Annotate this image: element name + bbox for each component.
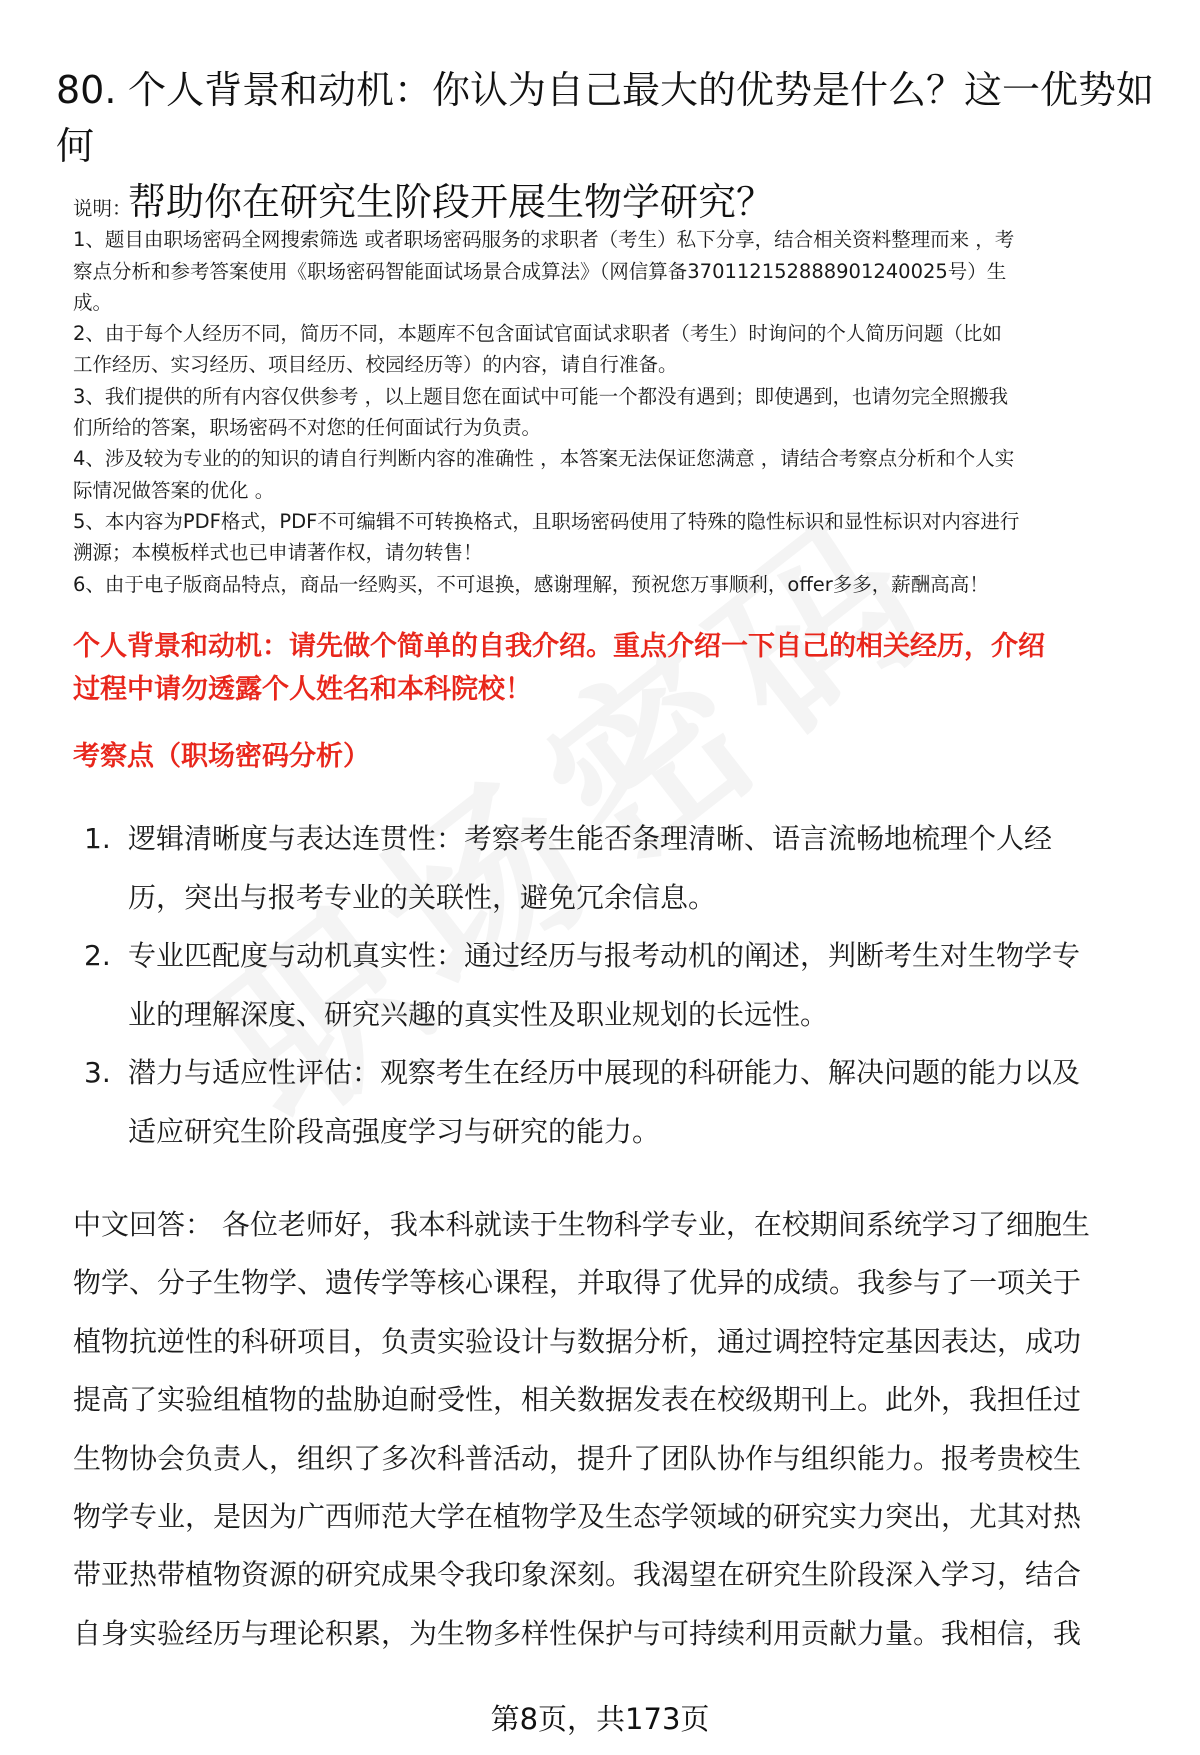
point-line: 潜力与适应性评估：观察考生在经历中展现的科研能力、解决问题的能力以及 — [128, 1056, 1081, 1089]
answer-line: 提高了实验组植物的盐胁迫耐受性，相关数据发表在校级期刊上。此外，我担任过 — [73, 1383, 1082, 1417]
notes-line: 际情况做答案的优化 。 — [73, 478, 275, 502]
question-line-1: 个人背景和动机：你认为自己最大的优势是什么？这一优势如何 — [56, 68, 1155, 168]
answer-line: 中文回答： 各位老师好，我本科就读于生物科学专业，在校期间系统学习了细胞生 — [73, 1208, 1090, 1241]
answer-line: 物学、分子生物学、遗传学等核心课程，并取得了优异的成绩。我参与了一项关于 — [73, 1266, 1082, 1300]
notes-line: 2、由于每个人经历不同，简历不同，本题库不包含面试官面试求职者（考生）时询问的个人简历问题（比如 — [73, 322, 1002, 346]
notes-line: 6、由于电子版商品特点，商品一经购买，不可退换，感谢理解，预祝您万事顺利，offer多多，薪酬高高！ — [73, 572, 989, 596]
point-line: 业的理解深度、研究兴趣的真实性及职业规划的长远性。 — [128, 997, 829, 1031]
prompt-line-1: 个人背景和动机：请先做个简单的自我介绍。重点介绍一下自己的相关经历，介绍 — [73, 631, 1045, 662]
point-line: 专业匹配度与动机真实性：通过经历与报考动机的阐述，判断考生对生物学专 — [128, 939, 1081, 972]
notes-line: 工作经历、实习经历、项目经历、校园经历等）的内容，请自行准备。 — [73, 353, 678, 377]
interview-prompt — [73, 625, 1153, 711]
question-line-2: 帮助你在研究生阶段开展生物学研究？ — [128, 180, 775, 224]
notes-line: 3、我们提供的所有内容仅供参考 ，以上题目您在面试中可能一个都没有遇到；即使遇到，也请勿完全照搬我 — [73, 384, 1009, 408]
prompt-line-2: 过程中请勿透露个人姓名和本科院校！ — [73, 674, 532, 705]
analysis-heading: 考察点（职场密码分析） — [73, 741, 370, 772]
notes-section — [73, 193, 1163, 600]
notes-line: 5、本内容为PDF格式，PDF不可编辑不可转换格式，且职场密码使用了特殊的隐性标识和显性标识对内容进行 — [73, 509, 1020, 533]
list-item — [80, 810, 1150, 927]
page-number-footer: 第8页，共173页 — [490, 1702, 710, 1736]
notes-line: 察点分析和参考答案使用《职场密码智能面试场景合成算法》（网信算备370112152888901240025号）生 — [73, 259, 1007, 283]
point-line: 适应研究生阶段高强度学习与研究的能力。 — [128, 1114, 661, 1148]
answer-line: 物学专业，是因为广西师范大学在植物学及生态学领域的研究实力突出，尤其对热 — [73, 1500, 1082, 1534]
notes-line: 4、涉及较为专业的的知识的请自行判断内容的准确性 ，本答案无法保证您满意 ，请结合考察点分析和个人实 — [73, 447, 1015, 471]
notes-line: 溯源；本模板样式也已申请著作权，请勿转售！ — [73, 541, 483, 565]
notes-line: 们所给的答案，职场密码不对您的任何面试行为负责。 — [73, 416, 542, 440]
point-line: 历，突出与报考专业的关联性，避免冗余信息。 — [128, 880, 717, 914]
list-item — [80, 927, 1150, 1044]
answer-line: 植物抗逆性的科研项目，负责实验设计与数据分析，通过调控特定基因表达，成功 — [73, 1324, 1082, 1358]
point-number: 2. — [84, 939, 111, 972]
notes-heading: 说明： — [73, 197, 132, 220]
analysis-points — [80, 810, 1150, 1161]
notes-line: 成。 — [73, 290, 113, 314]
answer-line: 生物协会负责人，组织了多次科普活动，提升了团队协作与组织能力。报考贵校生 — [73, 1441, 1082, 1475]
notes-line: 1、题目由职场密码全网搜索筛选 或者职场密码服务的求职者（考生）私下分享，结合相关资料整理而来 ，考 — [73, 228, 1015, 252]
answer-line: 自身实验经历与理论积累，为生物多样性保护与可持续利用贡献力量。我相信，我 — [73, 1616, 1082, 1650]
point-number: 1. — [84, 822, 111, 855]
answer-line: 带亚热带植物资源的研究成果令我印象深刻。我渴望在研究生阶段深入学习，结合 — [73, 1558, 1082, 1592]
question-number: 80. — [56, 68, 117, 112]
answer-section — [73, 1196, 1155, 1663]
point-line: 逻辑清晰度与表达连贯性：考察考生能否条理清晰、语言流畅地梳理个人经 — [128, 822, 1053, 855]
list-item — [80, 1044, 1150, 1161]
point-number: 3. — [84, 1056, 111, 1089]
